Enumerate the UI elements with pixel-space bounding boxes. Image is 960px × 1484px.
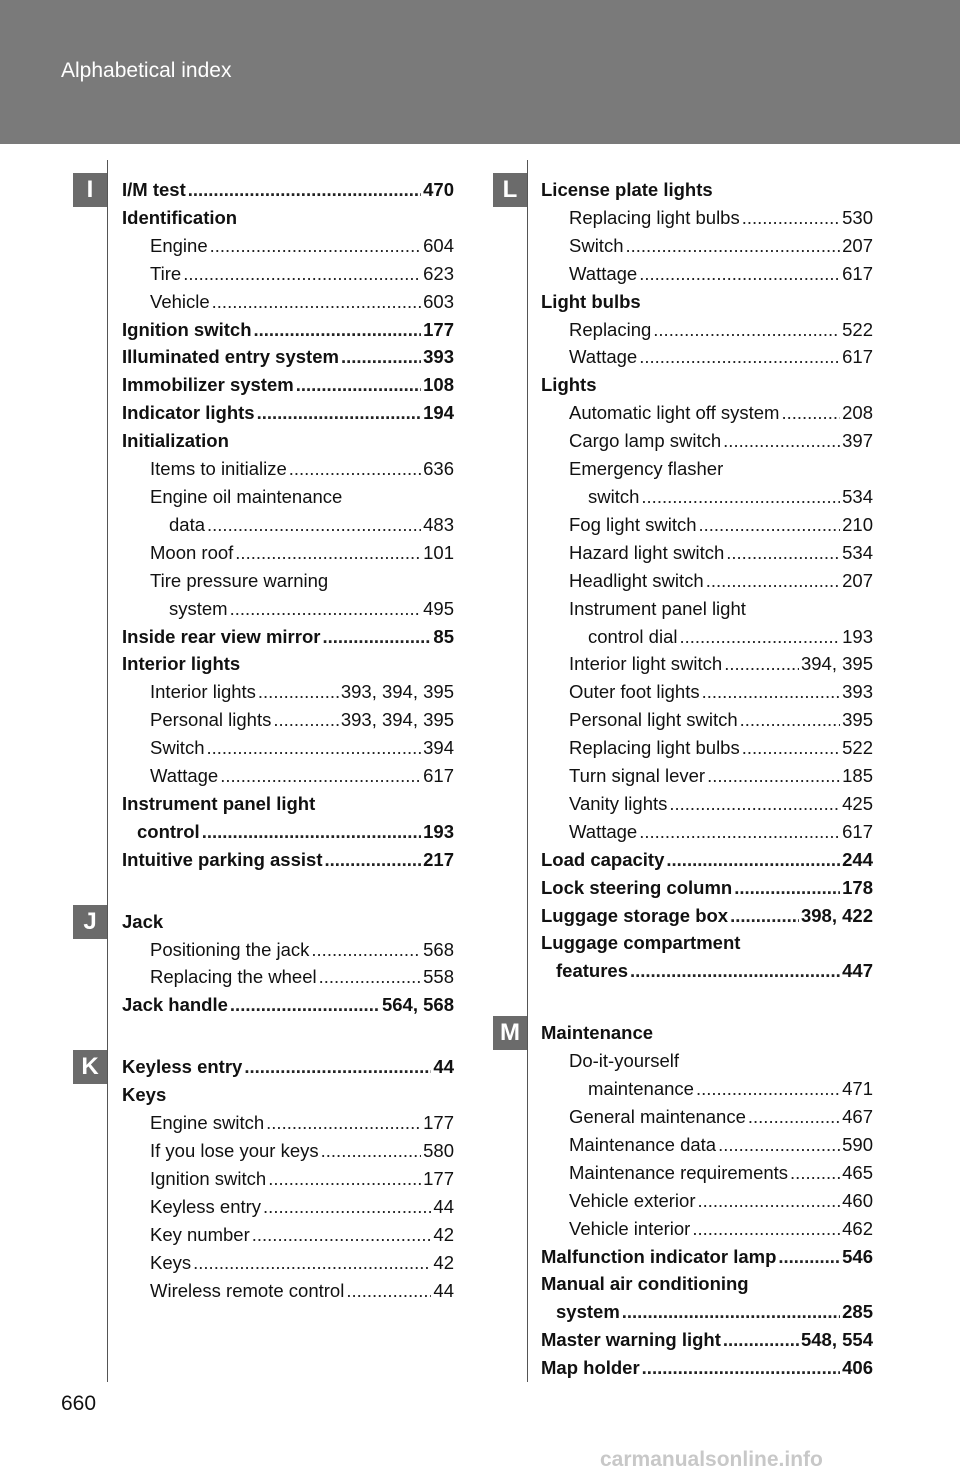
entry-label: Hazard light switch [569,541,725,563]
entry-page: 177 [423,318,454,340]
page-header [0,0,960,144]
index-entry [541,846,873,874]
index-entry [122,343,454,371]
entry-page: 590 [842,1133,873,1155]
entry-page: 558 [423,966,454,988]
index-entry [541,734,873,762]
leader-dots [790,1159,840,1187]
leader-dots [183,260,421,288]
entry-page: 193 [423,820,454,842]
index-entry [122,1193,454,1221]
entry-page: 44 [433,1279,454,1301]
index-heading: Emergency flasher [569,458,724,480]
index-entry [122,232,454,260]
entry-label: data [169,513,206,535]
entry-page: 465 [842,1161,873,1183]
leader-dots [210,232,422,260]
entry-page: 210 [842,513,873,535]
section-tab-i: I [73,173,107,207]
entry-page: 495 [423,597,454,619]
entry-page: 462 [842,1217,873,1239]
entry-page: 617 [842,820,873,842]
leader-dots [319,963,422,991]
index-heading: Keys [122,1084,167,1106]
leader-dots [740,706,840,734]
entry-label: Replacing [569,318,652,340]
index-entry [122,539,454,567]
index-section-m [541,1019,873,1382]
index-entry [541,483,873,511]
entry-page: 617 [842,262,873,284]
entry-page: 617 [423,765,454,787]
entry-label: Positioning the jack [150,938,310,960]
leader-dots [311,936,421,964]
index-entry [122,1165,454,1193]
entry-page: 207 [842,234,873,256]
entry-label: Headlight switch [569,569,704,591]
index-entry [541,539,873,567]
leader-dots [702,678,841,706]
entry-label: Malfunction indicator lamp [541,1245,777,1267]
leader-dots [252,1221,432,1249]
entry-label: Wattage [569,346,638,368]
entry-page: 534 [842,485,873,507]
index-heading: Manual air conditioning [541,1273,749,1295]
entry-label: Keyless entry [150,1195,262,1217]
entry-label: Personal lights [150,709,272,731]
index-entry [541,818,873,846]
page-number: 660 [61,1392,97,1415]
index-entry [122,176,454,204]
entry-label: Key number [150,1223,250,1245]
entry-page: 217 [423,848,454,870]
leader-dots [666,846,840,874]
index-column-left [122,176,454,1338]
entry-label: Engine [150,234,208,256]
leader-dots [707,762,840,790]
entry-label: Inside rear view mirror [122,625,321,647]
entry-page: 393 [842,681,873,703]
entry-label: Vehicle exterior [569,1189,696,1211]
leader-dots [266,1109,421,1137]
section-tab-k: K [73,1050,107,1084]
entry-label: system [556,1301,620,1323]
index-entry [122,846,454,874]
entry-label: Lock steering column [541,876,733,898]
entry-label: Interior light switch [569,653,723,675]
leader-dots [622,1298,840,1326]
entry-label: Fog light switch [569,513,697,535]
entry-label: Outer foot lights [569,681,700,703]
index-entry [541,650,873,678]
entry-label: Turn signal lever [569,765,706,787]
entry-page: 548, 554 [800,1329,873,1351]
entry-label: Vanity lights [569,792,668,814]
leader-dots [639,260,840,288]
leader-dots [341,343,421,371]
index-entry [541,1075,873,1103]
leader-dots [202,818,421,846]
entry-page: 42 [433,1251,454,1273]
leader-dots [718,1131,840,1159]
index-entry [541,1215,873,1243]
index-entry [541,790,873,818]
entry-label: Wattage [150,765,219,787]
leader-dots [630,957,840,985]
leader-dots [289,455,421,483]
entry-page: 617 [842,346,873,368]
entry-label: Items to initialize [150,458,287,480]
index-entry [541,1326,873,1354]
index-column-right [541,176,873,1416]
index-entry [122,288,454,316]
index-heading: Instrument panel light [569,597,746,619]
index-heading: Do-it-yourself [569,1050,679,1072]
leader-dots [212,288,421,316]
entry-page: 394, 395 [800,653,873,675]
entry-label: Master warning light [541,1329,721,1351]
entry-page: 208 [842,402,873,424]
leader-dots [244,1053,431,1081]
entry-page: 44 [433,1195,454,1217]
index-entry [541,874,873,902]
leader-dots [697,1187,840,1215]
index-entry [541,204,873,232]
leader-dots [734,874,840,902]
entry-label: Ignition switch [150,1167,267,1189]
entry-label: Map holder [541,1357,640,1379]
index-entry [122,1137,454,1165]
index-entry [122,260,454,288]
index-section-k [122,1053,454,1304]
entry-page: 393, 394, 395 [340,709,454,731]
index-entry [122,399,454,427]
entry-label: switch [588,485,640,507]
leader-dots [220,762,421,790]
leader-dots [207,511,421,539]
index-entry [541,343,873,371]
entry-label: Interior lights [150,681,256,703]
entry-page: 394 [423,737,454,759]
entry-page: 194 [423,402,454,424]
index-entry [541,623,873,651]
section-tab-m: M [493,1016,527,1050]
entry-label: Ignition switch [122,318,252,340]
entry-label: Jack handle [122,994,228,1016]
leader-dots [642,1354,840,1382]
entry-page: 85 [433,625,454,647]
entry-label: Personal light switch [569,709,738,731]
index-entry [122,623,454,651]
entry-label: Keyless entry [122,1056,243,1078]
entry-page: 395 [842,709,873,731]
entry-page: 178 [842,876,873,898]
index-entry [122,734,454,762]
index-entry [122,316,454,344]
index-entry [122,991,454,1019]
entry-label: control dial [588,625,678,647]
leader-dots [324,846,421,874]
leader-dots [699,511,841,539]
entry-page: 483 [423,513,454,535]
index-entry [122,511,454,539]
index-entry [541,511,873,539]
entry-page: 580 [423,1140,454,1161]
index-entry [541,260,873,288]
index-entry [122,1277,454,1305]
index-entry [541,399,873,427]
entry-page: 470 [423,179,454,200]
index-entry [541,1298,873,1326]
index-heading: Instrument panel light [122,792,316,814]
index-entry [541,1243,873,1271]
section-tab-j: J [73,905,107,939]
entry-label: Vehicle [150,290,210,312]
leader-dots [296,371,421,399]
entry-page: 285 [842,1301,873,1323]
entry-page: 398, 422 [800,904,873,926]
leader-dots [626,232,841,260]
entry-label: Replacing the wheel [150,966,317,988]
index-heading: Maintenance [541,1022,654,1044]
entry-label: Maintenance requirements [569,1161,789,1183]
entry-page: 193 [842,625,873,647]
entry-label: Maintenance data [569,1133,717,1155]
entry-page: 425 [842,792,873,814]
entry-page: 568 [423,938,454,960]
leader-dots [778,1243,840,1271]
entry-label: Replacing light bulbs [569,206,740,228]
entry-page: 564, 568 [381,994,454,1016]
leader-dots [726,539,840,567]
leader-dots [696,1075,840,1103]
entry-page: 522 [842,318,873,340]
leader-dots [748,1103,840,1131]
entry-page: 467 [842,1106,873,1127]
column-divider-left [107,160,108,1382]
index-entry [122,936,454,964]
index-entry [122,595,454,623]
entry-label: Intuitive parking assist [122,848,323,870]
index-entry [122,1249,454,1277]
entry-label: Wattage [569,820,638,842]
leader-dots [230,595,422,623]
leader-dots [781,399,840,427]
leader-dots [730,902,799,930]
index-entry [122,1221,454,1249]
index-entry [541,706,873,734]
index-entry [541,957,873,985]
index-heading: Light bulbs [541,290,641,312]
entry-page: 177 [423,1112,454,1134]
index-heading: Luggage compartment [541,932,741,954]
entry-label: Switch [569,234,624,256]
entry-label: I/M test [122,179,186,200]
index-heading: Jack [122,910,164,932]
column-divider-right [527,160,528,1382]
leader-dots [706,567,840,595]
entry-label: features [556,960,628,982]
index-heading: License plate lights [541,179,713,200]
entry-label: Keys [150,1251,192,1273]
index-entry [541,1354,873,1382]
leader-dots [257,399,422,427]
leader-dots [346,1277,431,1305]
entry-page: 397 [842,430,873,452]
index-entry [541,567,873,595]
entry-page: 604 [423,234,454,256]
entry-page: 623 [423,262,454,284]
entry-label: Indicator lights [122,402,255,424]
index-entry [541,316,873,344]
entry-page: 603 [423,290,454,312]
leader-dots [692,1215,840,1243]
index-heading: Interior lights [122,653,241,675]
entry-page: 42 [433,1223,454,1245]
entry-label: Illuminated entry system [122,346,339,368]
leader-dots [254,316,422,344]
entry-label: Switch [150,737,205,759]
entry-label: Automatic light off system [569,402,780,424]
index-entry [541,232,873,260]
index-heading: Lights [541,374,597,396]
index-entry [122,762,454,790]
entry-page: 393 [423,346,454,368]
index-section-j [122,908,454,1020]
watermark: carmanualsonline.info [600,1448,823,1471]
index-heading: Tire pressure warning [150,569,329,591]
entry-page: 185 [842,765,873,787]
index-entry [122,818,454,846]
entry-page: 44 [433,1056,454,1078]
section-tab-l: L [493,173,527,207]
index-entry [122,963,454,991]
index-entry [122,706,454,734]
index-entry [122,1053,454,1081]
entry-label: Luggage storage box [541,904,729,926]
index-entry [122,678,454,706]
entry-page: 471 [842,1078,873,1100]
entry-label: Load capacity [541,848,665,870]
index-entry [122,371,454,399]
entry-page: 460 [842,1189,873,1211]
index-entry [122,455,454,483]
leader-dots [653,316,840,344]
entry-label: Cargo lamp switch [569,430,722,452]
entry-label: If you lose your keys [150,1140,319,1161]
entry-label: Moon roof [150,541,234,563]
entry-page: 207 [842,569,873,591]
entry-label: Wireless remote control [150,1279,345,1301]
leader-dots [230,991,380,1019]
entry-label: Wattage [569,262,638,284]
leader-dots [679,623,840,651]
leader-dots [723,1326,799,1354]
entry-page: 447 [842,960,873,982]
leader-dots [742,204,840,232]
entry-page: 406 [842,1357,873,1379]
index-entry [122,1109,454,1137]
leader-dots [639,818,840,846]
index-section-l [541,176,873,985]
leader-dots [263,1193,431,1221]
entry-label: system [169,597,228,619]
index-section-i [122,176,454,874]
leader-dots [235,539,421,567]
entry-label: Replacing light bulbs [569,737,740,759]
index-entry [541,762,873,790]
entry-page: 101 [423,541,454,563]
index-entry [541,1159,873,1187]
leader-dots [258,678,339,706]
entry-page: 522 [842,737,873,759]
index-heading: Initialization [122,430,229,452]
leader-dots [207,734,422,762]
entry-page: 177 [423,1167,454,1189]
leader-dots [724,650,799,678]
leader-dots [723,427,840,455]
index-heading: Identification [122,206,238,228]
index-entry [541,1187,873,1215]
index-entry [541,902,873,930]
leader-dots [669,790,840,818]
entry-label: Vehicle interior [569,1217,691,1239]
leader-dots [321,1137,421,1165]
entry-label: Tire [150,262,182,284]
entry-page: 534 [842,541,873,563]
entry-page: 636 [423,458,454,480]
entry-page: 393, 394, 395 [340,681,454,703]
leader-dots [193,1249,431,1277]
leader-dots [742,734,840,762]
entry-label: Engine switch [150,1112,265,1134]
index-entry [541,678,873,706]
leader-dots [641,483,840,511]
entry-page: 244 [842,848,873,870]
header-title: Alphabetical index [61,59,232,82]
index-entry [541,1103,873,1131]
leader-dots [273,706,338,734]
index-entry [541,1131,873,1159]
leader-dots [188,176,421,204]
entry-label: control [137,820,200,842]
leader-dots [322,623,431,651]
entry-label: Immobilizer system [122,374,294,396]
leader-dots [639,343,840,371]
entry-label: maintenance [588,1078,694,1100]
entry-label: General maintenance [569,1106,746,1127]
entry-page: 108 [423,374,454,396]
leader-dots [268,1165,421,1193]
entry-page: 530 [842,206,873,228]
index-entry [541,427,873,455]
entry-page: 546 [842,1245,873,1267]
index-heading: Engine oil maintenance [150,485,343,507]
